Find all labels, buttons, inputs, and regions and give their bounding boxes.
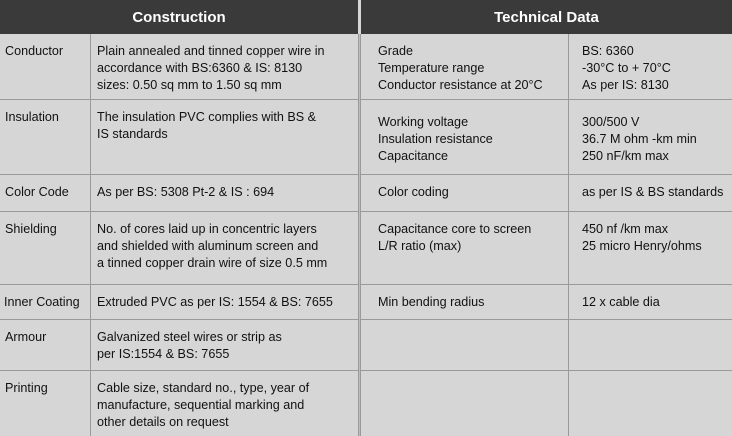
tech-param-cell xyxy=(361,320,568,370)
tech-param-cell: Color coding xyxy=(378,185,449,199)
technical-data-header: Technical Data xyxy=(361,0,732,34)
table-row-inner-coating xyxy=(0,285,732,320)
table-row-shielding xyxy=(0,212,732,285)
row-label: Color Code xyxy=(5,185,69,199)
construction-header: Construction xyxy=(0,0,358,34)
tech-value-cell xyxy=(569,371,732,436)
tech-param-cell: Working voltage Insulation resistance Capacitance xyxy=(378,115,493,163)
tech-value-cell: 12 x cable dia xyxy=(582,295,660,309)
table-row-color-code xyxy=(0,175,732,212)
construction-cell: The insulation PVC complies with BS & IS standards xyxy=(97,110,317,141)
construction-cell: No. of cores laid up in concentric layers and shielded with aluminum screen and a tinned copper drain wire of size 0.5 mm xyxy=(97,222,328,270)
row-label: Shielding xyxy=(5,222,57,236)
tech-value-cell: BS: 6360 -30°C to + 70°C As per IS: 8130 xyxy=(582,44,671,92)
row-label: Printing xyxy=(5,381,48,395)
table-row-printing xyxy=(0,371,732,436)
tech-value-cell xyxy=(569,320,732,370)
row-label: Conductor xyxy=(5,44,64,58)
construction-cell: Galvanized steel wires or strip as per IS:1554 & BS: 7655 xyxy=(97,330,282,361)
row-label: Inner Coating xyxy=(4,295,80,309)
construction-cell: Extruded PVC as per IS: 1554 & BS: 7655 xyxy=(97,295,333,309)
construction-cell: Plain annealed and tinned copper wire in accordance with BS:6360 & IS: 8130 sizes: 0.50 sq mm to 1.50 sq mm xyxy=(97,44,325,92)
tech-value-cell: 300/500 V 36.7 M ohm -km min 250 nF/km max xyxy=(582,115,697,163)
row-label: Armour xyxy=(5,330,47,344)
table-row-insulation xyxy=(0,100,732,175)
tech-param-cell: Capacitance core to screen L/R ratio (max) xyxy=(378,222,532,253)
construction-cell: Cable size, standard no., type, year of manufacture, sequential marking and other details on request xyxy=(97,381,310,429)
table-row-armour xyxy=(0,320,732,371)
column-divider xyxy=(90,34,91,436)
column-divider xyxy=(568,34,569,436)
construction-cell: As per BS: 5308 Pt-2 & IS : 694 xyxy=(97,185,275,199)
section-divider xyxy=(358,34,361,436)
tech-param-cell xyxy=(361,371,568,436)
tech-value-cell: 450 nf /km max 25 micro Henry/ohms xyxy=(582,222,702,253)
tech-param-cell: Grade Temperature range Conductor resistance at 20°C xyxy=(378,44,543,92)
tech-value-cell: as per IS & BS standards xyxy=(582,185,724,199)
table-row-conductor xyxy=(0,34,732,100)
row-label: Insulation xyxy=(5,110,59,124)
tech-param-cell: Min bending radius xyxy=(378,295,485,309)
